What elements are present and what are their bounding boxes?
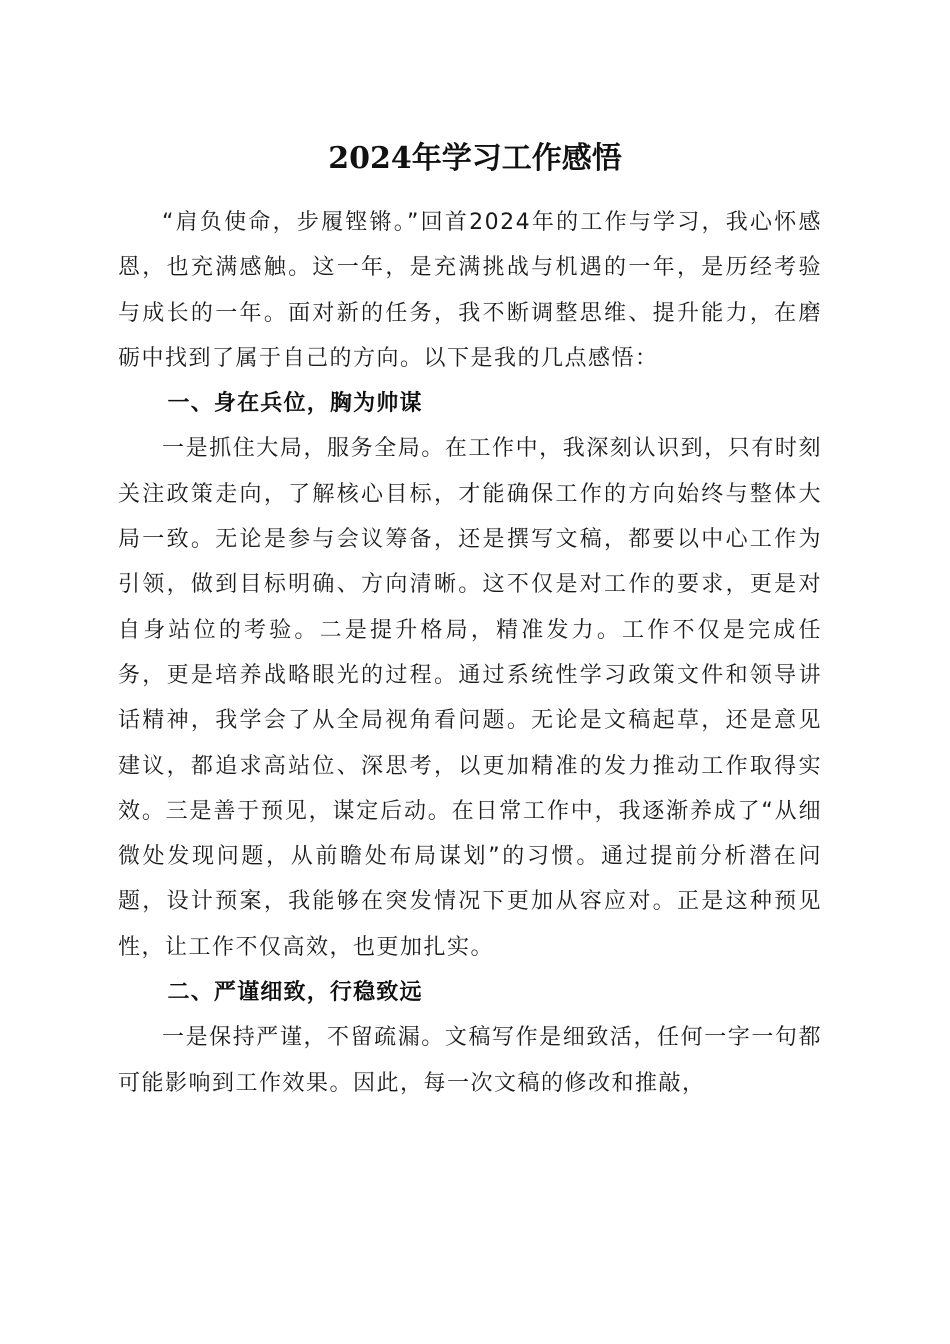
intro-paragraph: “肩负使命，步履铿锵。”回首2024年的工作与学习，我心怀感恩，也充满感触。这一年，是充满挑战与机遇的一年，是历经考验与成长的一年。面对新的任务，我不断调整思维、提升能力，在磨砺中找到了属于自己的方向。以下是我的几点感悟： bbox=[118, 210, 822, 371]
section-1-paragraph: 一是抓住大局，服务全局。在工作中，我深刻认识到，只有时刻关注政策走向，了解核心目标，才能确保工作的方向始终与整体大局一致。无论是参与会议筹备，还是撰写文稿，都要以中心工作为引领，做到目标明确、方向清晰。这不仅是对工作的要求，更是对自身站位的考验。二是提升格局，精准发力。工作不仅是完成任务，更是培养战略眼光的过程。通过系统性学习政策文件和领导讲话精神，我学会了从全局视角看问题。无论是文稿起草，还是意见建议，都追求高站位、深思考，以更加精准的发力推动工作取得实效。三是善于预见，谋定后动。在日常工作中，我逐渐养成了“从细微处发现问题，从前瞻处布局谋划”的习惯。通过提前分析潜在问题，设计预案，我能够在突发情况下更加从容应对。正是这种预见性，让工作不仅高效，也更加扎实。 bbox=[118, 436, 822, 960]
section-heading-1: 一、身在兵位，胸为帅谋 bbox=[167, 391, 423, 417]
section-heading-2: 二、严谨细致，行稳致远 bbox=[167, 980, 423, 1006]
section-2-paragraph: 一是保持严谨，不留疏漏。文稿写作是细致活，任何一字一句都可能影响到工作效果。因此，每一次文稿的修改和推敲， bbox=[118, 1025, 822, 1096]
document-body bbox=[118, 200, 822, 1106]
document-title: 2024年学习工作感悟 bbox=[328, 141, 622, 176]
